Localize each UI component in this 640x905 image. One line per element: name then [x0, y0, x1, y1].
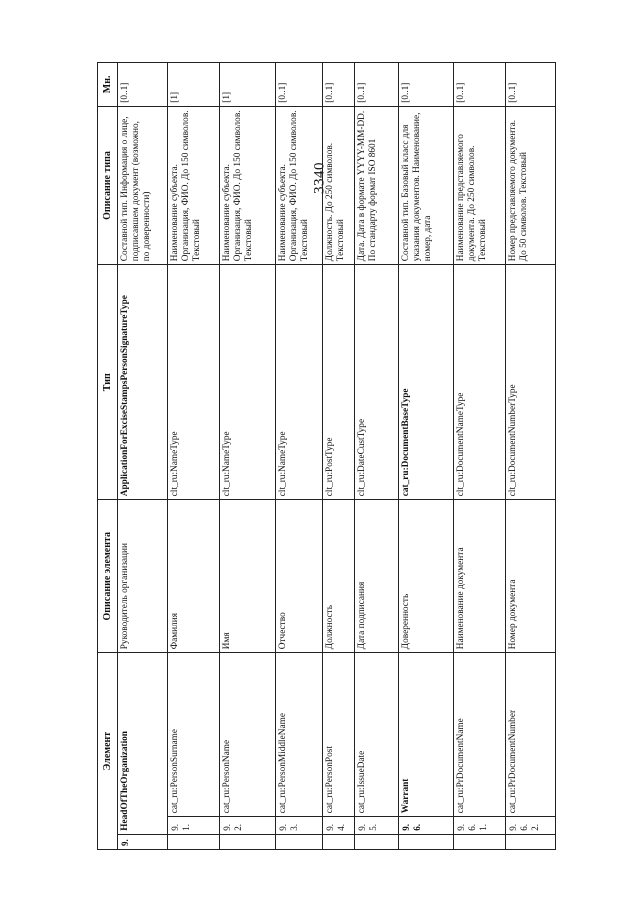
row-description: Имя: [220, 500, 276, 653]
header-multiplicity: Мн.: [98, 63, 118, 107]
table-header-row: [98, 63, 118, 850]
indent-cell: [168, 834, 220, 849]
row-type-description: Номер представляемого документа. До 50 символов. Текстовый: [506, 106, 556, 264]
row-multiplicity: [0..1]: [323, 63, 355, 107]
row-element: cat_ru:PrDocumentNumber: [506, 653, 556, 817]
row-number: 9.: [118, 834, 168, 849]
row-number: 9.6.1.: [454, 817, 506, 834]
row-number: 9.6.: [399, 817, 454, 834]
row-multiplicity: [0..1]: [454, 63, 506, 107]
row-element: HeadOfTheOrganization: [118, 653, 168, 834]
row-type: clt_ru:NameType: [220, 265, 276, 500]
header-element-description: Описание элемента: [98, 500, 118, 653]
row-multiplicity: [1]: [168, 63, 220, 107]
row-type: clt_ru:NameType: [276, 265, 323, 500]
row-multiplicity: [0..1]: [399, 63, 454, 107]
row-type-description: Дата. Дата в формате YYYY-MM-DD. По стандарту формат ISO 8601: [355, 106, 399, 264]
element-table: [97, 62, 556, 850]
table-container: [97, 62, 538, 850]
page-number: 3340: [311, 162, 328, 194]
table-row: [454, 63, 506, 850]
table-row: [399, 63, 454, 850]
row-number: 9.5.: [355, 817, 399, 834]
row-type-description: Наименование субъекта. Организация, ФИО. До 150 символов. Текстовый: [168, 106, 220, 264]
row-type: clt_ru:DateCustType: [355, 265, 399, 500]
row-type: cat_ru:DocumentBaseType: [399, 265, 454, 500]
row-type-description: Наименование субъекта. Организация, ФИО. До 150 символов. Текстовый: [220, 106, 276, 264]
row-description: Дата подписания: [355, 500, 399, 653]
row-type: ApplicationForExciseStampsPersonSignatureType: [118, 265, 168, 500]
row-description: Должность: [323, 500, 355, 653]
row-element: cat_ru:PersonMiddleName: [276, 653, 323, 817]
row-type-description: Составной тип. Информация о лице, подписавшем документ (возможно, по доверенности): [118, 106, 168, 264]
indent-cell: [220, 834, 276, 849]
row-number: 9.4.: [323, 817, 355, 834]
row-type: clt_ru:NameType: [168, 265, 220, 500]
table-row: [323, 63, 355, 850]
row-multiplicity: [0..1]: [118, 63, 168, 107]
row-description: Отчество: [276, 500, 323, 653]
indent-cell: [276, 834, 323, 849]
row-description: Номер документа: [506, 500, 556, 653]
indent-cell: [506, 834, 556, 849]
row-multiplicity: [0..1]: [355, 63, 399, 107]
row-type-description: Наименование представляемого документа. До 250 символов. Текстовый: [454, 106, 506, 264]
row-element: cat_ru:PersonSurname: [168, 653, 220, 817]
row-number: 9.1.: [168, 817, 220, 834]
row-element: cat_ru:PersonName: [220, 653, 276, 817]
row-multiplicity: [0..1]: [276, 63, 323, 107]
row-multiplicity: [1]: [220, 63, 276, 107]
table-row: [168, 63, 220, 850]
header-element: Элемент: [98, 653, 118, 850]
row-number: 9.2.: [220, 817, 276, 834]
row-description: Наименование документа: [454, 500, 506, 653]
row-description: Фамилия: [168, 500, 220, 653]
row-number: 9.3.: [276, 817, 323, 834]
table-row: [506, 63, 556, 850]
row-element: cat_ru:PersonPost: [323, 653, 355, 817]
row-number: 9.6.2.: [506, 817, 556, 834]
header-type: Тип: [98, 265, 118, 500]
table-row: [118, 63, 168, 850]
row-type-description: Наименование субъекта. Организация, ФИО. До 150 символов. Текстовый: [276, 106, 323, 264]
indent-cell: [355, 834, 399, 849]
row-type: clt_ru:DocumentNumberType: [506, 265, 556, 500]
table-row: [276, 63, 323, 850]
row-description: Руководитель организации: [118, 500, 168, 653]
row-multiplicity: [0..1]: [506, 63, 556, 107]
row-element: cat_ru:PrDocumentName: [454, 653, 506, 817]
table-row: [220, 63, 276, 850]
row-type: clt_ru:DocumentNameType: [454, 265, 506, 500]
row-type-description: Должность. До 250 символов. Текстовый: [323, 106, 355, 264]
indent-cell: [399, 834, 454, 849]
indent-cell: [454, 834, 506, 849]
row-type: clt_ru:PostType: [323, 265, 355, 500]
row-description: Доверенность: [399, 500, 454, 653]
row-type-description: Составной тип. Базовый класс для указания документов. Наименование, номер, дата: [399, 106, 454, 264]
table-row: [355, 63, 399, 850]
indent-cell: [323, 834, 355, 849]
header-type-description: Описание типа: [98, 106, 118, 264]
row-element: Warrant: [399, 653, 454, 817]
row-element: cat_ru:IssueDate: [355, 653, 399, 817]
